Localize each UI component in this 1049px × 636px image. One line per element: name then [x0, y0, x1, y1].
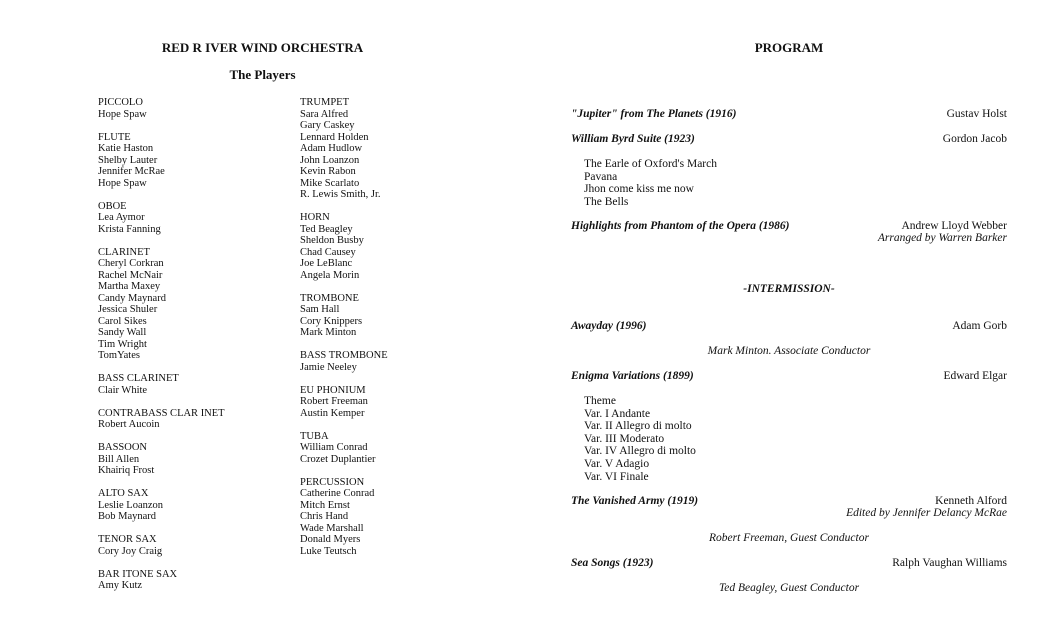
composer: Gordon Jacob [942, 133, 1007, 145]
composer: Andrew Lloyd Webber [901, 220, 1007, 232]
instrument-heading: TRUMPET [300, 97, 350, 108]
instrument-heading: FLUTE [98, 131, 131, 143]
movement: Var. II Allegro di molto [584, 420, 692, 433]
instrument-section [300, 385, 500, 420]
player-name: Angela Morin [300, 269, 360, 281]
player-name: John Loanzon [300, 154, 360, 166]
players-column-right [300, 97, 500, 569]
program-title: PROGRAM [754, 40, 824, 55]
composer: Ralph Vaughan Williams [892, 557, 1007, 569]
player-name: Sandy Wall [98, 327, 147, 338]
player-name: Cheryl Corkran [98, 258, 164, 269]
instrument-section [300, 477, 500, 558]
movement: Var. IV Allegro di molto [584, 445, 696, 458]
player-name: TomYates [98, 350, 140, 361]
player-name: Austin Kemper [300, 407, 365, 419]
player-name: Donald Myers [300, 534, 361, 545]
instrument-heading: ALTO SAX [98, 488, 149, 499]
work-title: "Jupiter" from The Planets (1916) [571, 108, 737, 120]
program-item-awayday [571, 320, 1007, 332]
instrument-heading: HORN [300, 212, 330, 223]
players-column-left [98, 97, 288, 603]
player-name: William Conrad [300, 442, 368, 453]
instrument-heading: PERCUSSION [300, 476, 365, 488]
instrument-section [300, 431, 500, 466]
instrument-section [98, 534, 288, 557]
intermission-label: -INTERMISSION- [743, 283, 835, 295]
movement: The Earle of Oxford's March [584, 158, 717, 170]
player-name: Mike Scarlato [300, 177, 360, 189]
program-item-sea-songs [571, 557, 1007, 569]
instrument-section [98, 97, 288, 120]
player-name: Cory Knippers [300, 315, 363, 327]
instrument-section [300, 293, 500, 339]
instrument-section [300, 97, 500, 201]
player-name: Sheldon Busby [300, 235, 364, 246]
player-name: Katie Haston [98, 143, 154, 154]
instrument-heading: EU PHONIUM [300, 384, 366, 396]
player-name: Leslie Loanzon [98, 499, 164, 511]
player-name: Joe LeBlanc [300, 258, 353, 269]
player-name: Shelby Lauter [98, 154, 158, 166]
movement: Theme [584, 395, 616, 407]
movement-list-byrd [584, 158, 717, 208]
work-title: The Vanished Army (1919) [571, 495, 699, 507]
instrument-section [300, 350, 500, 373]
instrument-heading: BAR ITONE SAX [98, 568, 178, 580]
player-name: Mitch Ernst [300, 499, 350, 511]
instrument-heading: BASSOON [98, 442, 148, 453]
player-name: Robert Aucoin [98, 419, 160, 430]
movement: Var. V Adagio [584, 457, 650, 470]
composer: Kenneth Alford [935, 495, 1007, 507]
instrument-section [98, 408, 288, 431]
instrument-heading: BASS TROMBONE [300, 350, 388, 361]
player-name: Robert Freeman [300, 396, 368, 407]
program-item-jupiter [571, 108, 1007, 120]
player-name: Lennard Holden [300, 131, 369, 143]
player-name: Carol Sikes [98, 315, 147, 327]
movement: Var. VI Finale [584, 470, 649, 483]
player-name: Cory Joy Craig [98, 545, 163, 557]
player-name: Kevin Rabon [300, 166, 356, 177]
composer: Gustav Holst [946, 108, 1007, 120]
player-name: Gary Caskey [300, 120, 355, 131]
player-name: Krista Fanning [98, 223, 161, 235]
player-name: Mark Minton [300, 327, 357, 338]
instrument-heading: TROMBONE [300, 292, 359, 304]
player-name: Clair White [98, 384, 148, 396]
player-name: Hope Spaw [98, 177, 147, 189]
player-name: Luke Teutsch [300, 545, 357, 557]
instrument-section [98, 569, 288, 592]
player-name: R. Lewis Smith, Jr. [300, 189, 381, 200]
player-name: Rachel McNair [98, 269, 163, 281]
instrument-section [98, 488, 288, 523]
player-name: Tim Wright [98, 338, 147, 350]
work-title: William Byrd Suite (1923) [571, 133, 695, 145]
conductor-note-vanished-army: Robert Freeman, Guest Conductor [709, 532, 869, 544]
player-name: Lea Aymor [98, 212, 145, 223]
instrument-section [300, 212, 500, 281]
program-item-byrd [571, 133, 1007, 145]
instrument-heading: TUBA [300, 430, 329, 442]
player-name: Bob Maynard [98, 511, 157, 522]
movement-list-enigma [584, 395, 696, 483]
movement: Var. III Moderato [584, 432, 665, 445]
movement: Pavana [584, 170, 618, 183]
player-name: Bill Allen [98, 453, 140, 465]
player-name: Hope Spaw [98, 108, 147, 120]
player-name: Martha Maxey [98, 281, 161, 292]
player-name: Sam Hall [300, 304, 340, 315]
player-name: Crozet Duplantier [300, 453, 376, 465]
movement: The Bells [584, 195, 629, 208]
program-item-vanished-army [571, 495, 1007, 519]
instrument-section [98, 442, 288, 477]
movement: Var. I Andante [584, 407, 651, 420]
player-name: Chris Hand [300, 511, 349, 522]
player-name: Jessica Shuler [98, 304, 158, 315]
program-item-enigma [571, 370, 1007, 382]
player-name: Candy Maynard [98, 292, 166, 304]
player-name: Jamie Neeley [300, 361, 357, 373]
composer: Edward Elgar [943, 370, 1007, 382]
instrument-heading: TENOR SAX [98, 534, 157, 545]
player-name: Khairiq Frost [98, 465, 155, 476]
work-title: Sea Songs (1923) [571, 557, 654, 569]
work-title: Highlights from Phantom of the Opera (1986) [571, 220, 790, 232]
editor-credit: Edited by Jennifer Delancy McRae [846, 507, 1007, 519]
instrument-heading: PICCOLO [98, 97, 143, 108]
conductor-note-sea-songs: Ted Beagley, Guest Conductor [718, 582, 860, 594]
composer: Adam Gorb [952, 320, 1007, 332]
instrument-heading: CONTRABASS CLAR INET [98, 407, 225, 419]
work-title: Enigma Variations (1899) [571, 370, 694, 382]
instrument-section [98, 132, 288, 190]
players-title: The Players [229, 67, 296, 82]
instrument-section [98, 373, 288, 396]
player-name: Wade Marshall [300, 522, 364, 534]
instrument-heading: OBOE [98, 200, 127, 212]
movement: Jhon come kiss me now [584, 183, 694, 196]
player-name: Ted Beagley [300, 223, 353, 235]
conductor-note-awayday: Mark Minton. Associate Conductor [707, 345, 871, 357]
instrument-section [98, 201, 288, 236]
work-title: Awayday (1996) [571, 320, 647, 332]
orchestra-title: RED R IVER WIND ORCHESTRA [161, 40, 364, 55]
arranger-credit: Arranged by Warren Barker [877, 232, 1007, 244]
instrument-heading: BASS CLARINET [98, 373, 179, 384]
player-name: Catherine Conrad [300, 488, 375, 499]
instrument-section [98, 247, 288, 362]
player-name: Jennifer McRae [98, 166, 165, 177]
instrument-heading: CLARINET [98, 246, 150, 258]
player-name: Sara Alfred [300, 108, 349, 120]
player-name: Adam Hudlow [300, 143, 363, 154]
player-name: Amy Kutz [98, 580, 143, 591]
player-name: Chad Causey [300, 246, 356, 258]
program-item-phantom [571, 220, 1007, 244]
